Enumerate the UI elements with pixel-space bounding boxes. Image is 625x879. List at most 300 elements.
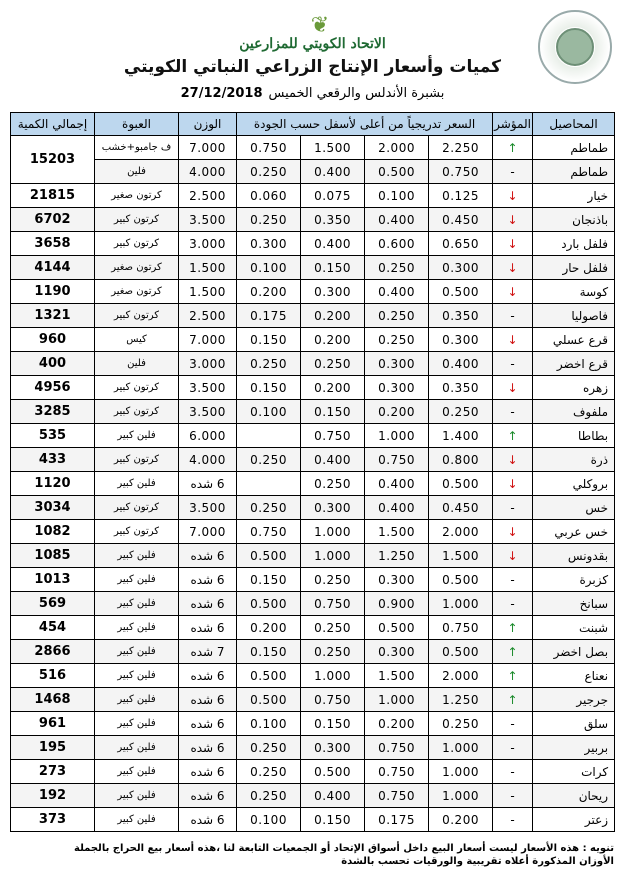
dash-icon: - <box>493 784 533 808</box>
price-cell: 0.750 <box>429 616 493 640</box>
packaging-cell: فلين كبير <box>95 784 179 808</box>
crop-name-cell: ذرة <box>533 448 615 472</box>
weight-cell: 3.500 <box>179 400 237 424</box>
price-cell: 0.150 <box>301 808 365 832</box>
total-qty-cell: 433 <box>11 448 95 472</box>
total-qty-cell: 960 <box>11 328 95 352</box>
table-row <box>11 808 615 832</box>
table-row <box>11 712 615 736</box>
total-qty-cell: 1085 <box>11 544 95 568</box>
price-cell <box>237 424 301 448</box>
table-row <box>11 616 615 640</box>
price-cell: 0.450 <box>429 496 493 520</box>
price-cell: 0.175 <box>365 808 429 832</box>
weight-cell: 7 شده <box>179 640 237 664</box>
price-cell: 0.250 <box>237 496 301 520</box>
price-cell: 0.125 <box>429 184 493 208</box>
price-cell: 1.250 <box>429 688 493 712</box>
weight-cell: 2.500 <box>179 184 237 208</box>
crop-name-cell: نعناع <box>533 664 615 688</box>
price-cell: 0.100 <box>237 808 301 832</box>
price-cell: 0.250 <box>237 160 301 184</box>
price-cell: 0.300 <box>429 256 493 280</box>
table-row <box>11 160 615 184</box>
table-row <box>11 472 615 496</box>
packaging-cell: كرتون كبير <box>95 232 179 256</box>
table-row <box>11 496 615 520</box>
table-row <box>11 184 615 208</box>
price-cell: 0.250 <box>301 616 365 640</box>
table-row <box>11 736 615 760</box>
total-qty-cell: 1120 <box>11 472 95 496</box>
price-cell: 1.250 <box>365 544 429 568</box>
arrow-down-icon: ↓ <box>493 544 533 568</box>
price-cell: 1.000 <box>301 520 365 544</box>
weight-cell: 7.000 <box>179 328 237 352</box>
table-row <box>11 640 615 664</box>
price-cell: 0.400 <box>301 448 365 472</box>
price-cell: 0.400 <box>429 352 493 376</box>
crop-name-cell: بقدونس <box>533 544 615 568</box>
packaging-cell: فلين <box>95 352 179 376</box>
weight-cell: 6 شده <box>179 616 237 640</box>
table-row <box>11 688 615 712</box>
price-cell: 0.150 <box>301 256 365 280</box>
col-total-qty: إجمالي الكمية <box>11 113 95 136</box>
packaging-cell: فلين كبير <box>95 616 179 640</box>
packaging-cell: كرتون كبير <box>95 520 179 544</box>
price-cell: 0.750 <box>365 760 429 784</box>
weight-cell: 3.500 <box>179 496 237 520</box>
packaging-cell: فلين كبير <box>95 544 179 568</box>
price-cell: 0.250 <box>237 760 301 784</box>
price-cell: 0.250 <box>301 352 365 376</box>
arrow-down-icon: ↓ <box>493 328 533 352</box>
price-cell: 1.000 <box>301 664 365 688</box>
weight-cell: 3.500 <box>179 208 237 232</box>
crop-name-cell: بصل اخضر <box>533 640 615 664</box>
packaging-cell: كيس <box>95 328 179 352</box>
total-qty-cell: 1013 <box>11 568 95 592</box>
crop-name-cell: زهره <box>533 376 615 400</box>
price-cell: 0.300 <box>365 640 429 664</box>
crop-name-cell: ملفوف <box>533 400 615 424</box>
dash-icon: - <box>493 736 533 760</box>
weight-cell: 6 شده <box>179 712 237 736</box>
price-cell: 0.400 <box>301 784 365 808</box>
total-qty-cell: 192 <box>11 784 95 808</box>
price-cell: 0.800 <box>429 448 493 472</box>
price-cell: 1.500 <box>429 544 493 568</box>
price-cell: 0.600 <box>365 232 429 256</box>
price-cell: 0.150 <box>237 568 301 592</box>
packaging-cell: كرتون كبير <box>95 496 179 520</box>
total-qty-cell: 1190 <box>11 280 95 304</box>
footnote <box>10 842 614 868</box>
price-cell: 1.000 <box>429 736 493 760</box>
crop-name-cell: خس <box>533 496 615 520</box>
table-row <box>11 544 615 568</box>
crop-name-cell: كزبرة <box>533 568 615 592</box>
price-cell: 0.750 <box>301 688 365 712</box>
price-cell: 0.200 <box>365 712 429 736</box>
total-qty-cell: 3285 <box>11 400 95 424</box>
price-cell: 0.060 <box>237 184 301 208</box>
price-cell: 0.500 <box>429 472 493 496</box>
total-qty-cell: 273 <box>11 760 95 784</box>
packaging-cell: فلين كبير <box>95 808 179 832</box>
col-packaging: العبوة <box>95 113 179 136</box>
crop-name-cell: فلفل بارد <box>533 232 615 256</box>
dash-icon: - <box>493 568 533 592</box>
price-cell: 1.000 <box>301 544 365 568</box>
weight-cell: 4.000 <box>179 160 237 184</box>
price-cell: 0.250 <box>237 736 301 760</box>
price-cell: 0.500 <box>237 592 301 616</box>
price-cell: 0.500 <box>429 280 493 304</box>
arrow-down-icon: ↓ <box>493 472 533 496</box>
price-cell: 0.400 <box>301 160 365 184</box>
crop-name-cell: ريحان <box>533 784 615 808</box>
price-cell: 0.300 <box>365 568 429 592</box>
table-row <box>11 280 615 304</box>
arrow-down-icon: ↓ <box>493 520 533 544</box>
crop-name-cell: كرات <box>533 760 615 784</box>
price-cell: 0.150 <box>301 712 365 736</box>
dash-icon: - <box>493 712 533 736</box>
table-body <box>11 136 615 832</box>
price-cell: 0.250 <box>301 640 365 664</box>
crop-name-cell: بطاطا <box>533 424 615 448</box>
market-info: بشبرة الأندلس والرقعي الخميس <box>268 86 445 101</box>
price-cell: 1.400 <box>429 424 493 448</box>
crop-name-cell: طماطم <box>533 136 615 160</box>
table-row <box>11 328 615 352</box>
price-cell: 1.000 <box>429 592 493 616</box>
crop-name-cell: فاصوليا <box>533 304 615 328</box>
weight-cell: 6 شده <box>179 472 237 496</box>
price-cell: 0.750 <box>365 448 429 472</box>
price-cell: 2.000 <box>365 136 429 160</box>
table-row <box>11 256 615 280</box>
weight-cell: 7.000 <box>179 136 237 160</box>
price-cell: 0.750 <box>237 136 301 160</box>
weight-cell: 6 شده <box>179 760 237 784</box>
price-cell: 0.200 <box>365 400 429 424</box>
weight-cell: 3.000 <box>179 352 237 376</box>
weight-cell: 6.000 <box>179 424 237 448</box>
table-row <box>11 664 615 688</box>
total-qty-cell: 535 <box>11 424 95 448</box>
price-cell: 1.000 <box>365 424 429 448</box>
weight-cell: 6 شده <box>179 808 237 832</box>
price-cell: 0.250 <box>237 448 301 472</box>
price-cell: 1.500 <box>365 520 429 544</box>
price-cell: 0.750 <box>301 592 365 616</box>
total-qty-cell: 195 <box>11 736 95 760</box>
price-cell: 0.150 <box>301 400 365 424</box>
weight-cell: 7.000 <box>179 520 237 544</box>
crop-name-cell: بروكلي <box>533 472 615 496</box>
crop-name-cell: طماطم <box>533 160 615 184</box>
price-cell: 0.400 <box>365 472 429 496</box>
packaging-cell: كرتون صغير <box>95 280 179 304</box>
price-cell: 0.300 <box>301 736 365 760</box>
floral-ornament-icon: ❦ <box>310 13 330 38</box>
arrow-up-icon: ↑ <box>493 424 533 448</box>
price-cell: 0.300 <box>365 352 429 376</box>
page-title: كميات وأسعار الإنتاج الزراعي النباتي الكويتي <box>123 57 502 77</box>
price-cell: 1.500 <box>301 136 365 160</box>
packaging-cell: فلين <box>95 160 179 184</box>
packaging-cell: ف جامبو+خشب <box>95 136 179 160</box>
price-cell: 0.500 <box>429 640 493 664</box>
table-row <box>11 520 615 544</box>
crop-name-cell: قرع عسلي <box>533 328 615 352</box>
dash-icon: - <box>493 592 533 616</box>
price-cell: 0.200 <box>301 376 365 400</box>
price-cell: 0.650 <box>429 232 493 256</box>
price-cell: 0.250 <box>301 568 365 592</box>
table-row <box>11 592 615 616</box>
footnote-line-2: الأوزان المذكورة أعلاه تقريبية والورقيات تحسب بالشدة <box>341 856 614 867</box>
price-cell: 0.400 <box>365 280 429 304</box>
price-cell: 0.400 <box>301 232 365 256</box>
weight-cell: 6 شده <box>179 592 237 616</box>
total-qty-cell: 454 <box>11 616 95 640</box>
price-cell: 0.100 <box>237 400 301 424</box>
table-row <box>11 568 615 592</box>
price-cell: 0.350 <box>301 208 365 232</box>
arrow-down-icon: ↓ <box>493 256 533 280</box>
price-cell: 0.350 <box>429 376 493 400</box>
price-cell: 0.500 <box>365 616 429 640</box>
price-cell: 0.500 <box>365 160 429 184</box>
price-cell: 0.250 <box>429 400 493 424</box>
price-cell: 0.350 <box>429 304 493 328</box>
weight-cell: 6 شده <box>179 568 237 592</box>
arrow-down-icon: ↓ <box>493 232 533 256</box>
weight-cell: 4.000 <box>179 448 237 472</box>
table-header-row <box>11 113 615 136</box>
price-cell: 0.900 <box>365 592 429 616</box>
arrow-down-icon: ↓ <box>493 376 533 400</box>
price-cell: 0.400 <box>365 496 429 520</box>
price-cell: 0.150 <box>237 640 301 664</box>
weight-cell: 2.500 <box>179 304 237 328</box>
price-cell: 0.500 <box>429 568 493 592</box>
price-cell: 1.000 <box>365 688 429 712</box>
dash-icon: - <box>493 496 533 520</box>
price-cell: 2.000 <box>429 664 493 688</box>
packaging-cell: فلين كبير <box>95 472 179 496</box>
price-cell: 1.000 <box>429 784 493 808</box>
total-qty-cell: 400 <box>11 352 95 376</box>
dash-icon: - <box>493 160 533 184</box>
union-name: الاتحاد الكويتي للمزارعين <box>239 36 386 52</box>
packaging-cell: فلين كبير <box>95 664 179 688</box>
dash-icon: - <box>493 352 533 376</box>
price-cell: 0.200 <box>301 304 365 328</box>
packaging-cell: كرتون كبير <box>95 304 179 328</box>
price-cell: 0.750 <box>365 736 429 760</box>
price-cell: 1.000 <box>429 760 493 784</box>
total-qty-cell: 516 <box>11 664 95 688</box>
price-cell: 2.000 <box>429 520 493 544</box>
price-cell: 0.400 <box>365 208 429 232</box>
price-cell: 0.250 <box>365 256 429 280</box>
dash-icon: - <box>493 304 533 328</box>
crop-name-cell: فلفل حار <box>533 256 615 280</box>
crop-name-cell: قرع اخضر <box>533 352 615 376</box>
price-cell: 1.500 <box>365 664 429 688</box>
crop-name-cell: سلق <box>533 712 615 736</box>
table-row <box>11 448 615 472</box>
dash-icon: - <box>493 760 533 784</box>
price-cell: 0.250 <box>429 712 493 736</box>
total-qty-cell: 4144 <box>11 256 95 280</box>
total-qty-cell: 4956 <box>11 376 95 400</box>
price-cell: 0.200 <box>429 808 493 832</box>
total-qty-cell: 2866 <box>11 640 95 664</box>
crop-name-cell: كوسة <box>533 280 615 304</box>
total-qty-cell: 6702 <box>11 208 95 232</box>
total-qty-cell: 1082 <box>11 520 95 544</box>
total-qty-cell: 3658 <box>11 232 95 256</box>
weight-cell: 1.500 <box>179 256 237 280</box>
price-cell: 0.200 <box>301 328 365 352</box>
total-qty-cell: 373 <box>11 808 95 832</box>
table-row <box>11 232 615 256</box>
arrow-down-icon: ↓ <box>493 184 533 208</box>
price-cell: 0.750 <box>365 784 429 808</box>
price-cell: 2.250 <box>429 136 493 160</box>
total-qty-cell: 1321 <box>11 304 95 328</box>
report-date: 27/12/2018 <box>180 86 263 101</box>
price-cell: 0.500 <box>237 544 301 568</box>
total-qty-cell: 569 <box>11 592 95 616</box>
packaging-cell: فلين كبير <box>95 760 179 784</box>
packaging-cell: فلين كبير <box>95 688 179 712</box>
crop-name-cell: خيار <box>533 184 615 208</box>
arrow-down-icon: ↓ <box>493 448 533 472</box>
table-row <box>11 376 615 400</box>
packaging-cell: فلين كبير <box>95 592 179 616</box>
crop-name-cell: باذنجان <box>533 208 615 232</box>
total-qty-cell: 21815 <box>11 184 95 208</box>
table-row <box>11 424 615 448</box>
packaging-cell: كرتون كبير <box>95 400 179 424</box>
packaging-cell: كرتون كبير <box>95 208 179 232</box>
weight-cell: 1.500 <box>179 280 237 304</box>
total-qty-cell: 15203 <box>11 136 95 184</box>
price-cell: 0.250 <box>237 352 301 376</box>
packaging-cell: كرتون صغير <box>95 256 179 280</box>
arrow-up-icon: ↑ <box>493 640 533 664</box>
price-cell: 0.150 <box>237 328 301 352</box>
col-crops: المحاصيل <box>533 113 615 136</box>
price-cell: 0.175 <box>237 304 301 328</box>
price-cell: 0.300 <box>301 496 365 520</box>
price-cell: 0.500 <box>237 664 301 688</box>
packaging-cell: فلين كبير <box>95 712 179 736</box>
weight-cell: 6 شده <box>179 664 237 688</box>
price-cell: 0.750 <box>429 160 493 184</box>
price-cell: 0.500 <box>301 760 365 784</box>
price-cell: 0.300 <box>301 280 365 304</box>
price-cell: 0.200 <box>237 616 301 640</box>
table-row <box>11 400 615 424</box>
col-weight: الوزن <box>179 113 237 136</box>
packaging-cell: كرتون كبير <box>95 448 179 472</box>
packaging-cell: كرتون صغير <box>95 184 179 208</box>
dash-icon: - <box>493 808 533 832</box>
price-table <box>10 112 615 832</box>
price-cell: 0.500 <box>237 688 301 712</box>
footnote-line-1: تنويه : هذه الأسعار ليست أسعار البيع داخل أسواق الإتحاد أو الجمعيات التابعة لنا ،هذه أسعار بيع الحراج بالجملة <box>74 843 614 854</box>
weight-cell: 3.500 <box>179 376 237 400</box>
arrow-down-icon: ↓ <box>493 208 533 232</box>
arrow-down-icon: ↓ <box>493 280 533 304</box>
arrow-up-icon: ↑ <box>493 616 533 640</box>
crop-name-cell: زعتر <box>533 808 615 832</box>
price-cell <box>237 472 301 496</box>
price-cell: 0.250 <box>365 304 429 328</box>
weight-cell: 6 شده <box>179 784 237 808</box>
price-cell: 0.100 <box>365 184 429 208</box>
price-cell: 0.450 <box>429 208 493 232</box>
price-cell: 0.100 <box>237 712 301 736</box>
price-cell: 0.200 <box>237 280 301 304</box>
arrow-up-icon: ↑ <box>493 664 533 688</box>
packaging-cell: فلين كبير <box>95 568 179 592</box>
price-cell: 0.300 <box>365 376 429 400</box>
crop-name-cell: جرجير <box>533 688 615 712</box>
weight-cell: 6 شده <box>179 736 237 760</box>
packaging-cell: فلين كبير <box>95 640 179 664</box>
crop-name-cell: بربير <box>533 736 615 760</box>
crop-name-cell: خس عربي <box>533 520 615 544</box>
report-header <box>0 0 625 112</box>
price-cell: 0.100 <box>237 256 301 280</box>
table-row <box>11 208 615 232</box>
price-cell: 0.250 <box>365 328 429 352</box>
weight-cell: 3.000 <box>179 232 237 256</box>
price-cell: 0.250 <box>237 208 301 232</box>
dash-icon: - <box>493 400 533 424</box>
table-row <box>11 784 615 808</box>
price-cell: 0.300 <box>237 232 301 256</box>
total-qty-cell: 3034 <box>11 496 95 520</box>
weight-cell: 6 شده <box>179 544 237 568</box>
table-row <box>11 304 615 328</box>
price-cell: 0.250 <box>301 472 365 496</box>
price-cell: 0.750 <box>237 520 301 544</box>
crop-name-cell: شبنت <box>533 616 615 640</box>
arrow-up-icon: ↑ <box>493 688 533 712</box>
packaging-cell: كرتون كبير <box>95 376 179 400</box>
col-indicator: المؤشر <box>493 113 533 136</box>
crop-name-cell: سبانخ <box>533 592 615 616</box>
price-cell: 0.300 <box>429 328 493 352</box>
table-row <box>11 352 615 376</box>
total-qty-cell: 961 <box>11 712 95 736</box>
price-cell: 0.150 <box>237 376 301 400</box>
price-cell: 0.750 <box>301 424 365 448</box>
col-price: السعر تدريجياً من أعلى لأسفل حسب الجودة <box>237 113 493 136</box>
total-qty-cell: 1468 <box>11 688 95 712</box>
packaging-cell: فلين كبير <box>95 424 179 448</box>
